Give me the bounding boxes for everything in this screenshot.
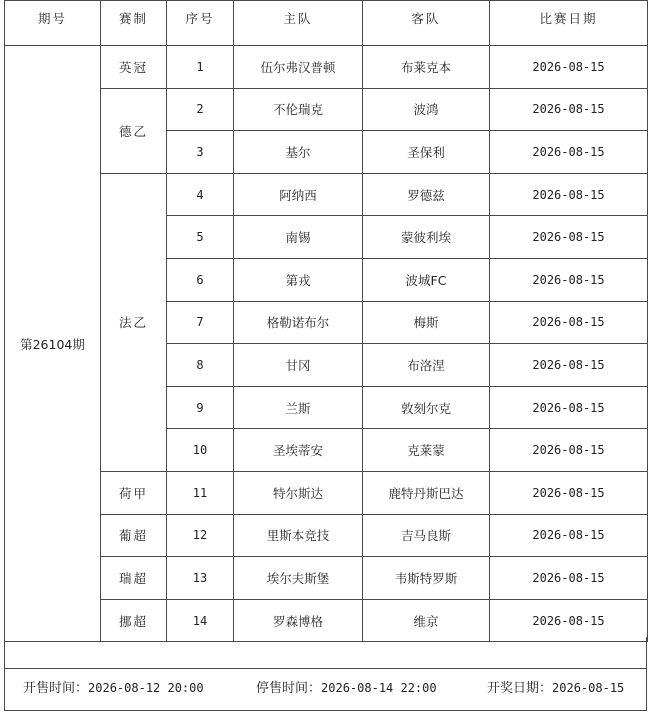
match-date: 2026-08-15 bbox=[490, 173, 648, 216]
home-team: 基尔 bbox=[234, 131, 363, 174]
match-no: 1 bbox=[167, 46, 234, 89]
away-team: 克莱蒙 bbox=[363, 429, 490, 472]
match-date: 2026-08-15 bbox=[490, 88, 648, 131]
sale-start-value: 2026-08-12 20:00 bbox=[88, 681, 204, 695]
match-no: 12 bbox=[167, 514, 234, 557]
sale-info-footer bbox=[4, 669, 647, 711]
home-team: 里斯本竞技 bbox=[234, 514, 363, 557]
match-no: 5 bbox=[167, 216, 234, 259]
table-row bbox=[5, 514, 648, 557]
match-date: 2026-08-15 bbox=[490, 258, 648, 301]
match-date: 2026-08-15 bbox=[490, 344, 648, 387]
away-team: 维京 bbox=[363, 599, 490, 642]
home-team: 埃尔夫斯堡 bbox=[234, 557, 363, 600]
match-date: 2026-08-15 bbox=[490, 429, 648, 472]
header-home: 主队 bbox=[234, 1, 363, 46]
match-date: 2026-08-15 bbox=[490, 471, 648, 514]
match-date: 2026-08-15 bbox=[490, 301, 648, 344]
table-row bbox=[5, 599, 648, 642]
match-no: 14 bbox=[167, 599, 234, 642]
away-team: 敦刻尔克 bbox=[363, 386, 490, 429]
match-date: 2026-08-15 bbox=[490, 386, 648, 429]
away-team: 蒙彼利埃 bbox=[363, 216, 490, 259]
draw-date-info bbox=[487, 677, 624, 696]
home-team: 甘冈 bbox=[234, 344, 363, 387]
table-row bbox=[5, 557, 648, 600]
home-team: 阿纳西 bbox=[234, 173, 363, 216]
home-team: 格勒诺布尔 bbox=[234, 301, 363, 344]
away-team: 吉马良斯 bbox=[363, 514, 490, 557]
home-team: 南锡 bbox=[234, 216, 363, 259]
table-row bbox=[5, 173, 648, 216]
away-team: 韦斯特罗斯 bbox=[363, 557, 490, 600]
match-date: 2026-08-15 bbox=[490, 599, 648, 642]
lottery-schedule-sheet bbox=[4, 0, 647, 711]
match-date: 2026-08-15 bbox=[490, 46, 648, 89]
match-date: 2026-08-15 bbox=[490, 514, 648, 557]
away-team: 圣保利 bbox=[363, 131, 490, 174]
match-date: 2026-08-15 bbox=[490, 557, 648, 600]
league-cell: 法乙 bbox=[101, 173, 167, 471]
home-team: 圣埃蒂安 bbox=[234, 429, 363, 472]
away-team: 布洛涅 bbox=[363, 344, 490, 387]
table-row bbox=[5, 471, 648, 514]
table-row bbox=[5, 88, 648, 131]
away-team: 波鸿 bbox=[363, 88, 490, 131]
match-no: 6 bbox=[167, 258, 234, 301]
away-team: 鹿特丹斯巴达 bbox=[363, 471, 490, 514]
header-away: 客队 bbox=[363, 1, 490, 46]
away-team: 波城FC bbox=[363, 258, 490, 301]
table-header-row bbox=[5, 1, 648, 46]
home-team: 第戎 bbox=[234, 258, 363, 301]
league-cell: 荷甲 bbox=[101, 471, 167, 514]
sale-start-info bbox=[23, 677, 204, 696]
match-no: 7 bbox=[167, 301, 234, 344]
issue-cell: 第26104期 bbox=[5, 46, 101, 642]
sale-stop-label: 停售时间： bbox=[256, 681, 322, 696]
away-team: 罗德兹 bbox=[363, 173, 490, 216]
league-cell: 挪超 bbox=[101, 599, 167, 642]
away-team: 梅斯 bbox=[363, 301, 490, 344]
header-league: 赛制 bbox=[101, 1, 167, 46]
away-team: 布莱克本 bbox=[363, 46, 490, 89]
header-issue: 期号 bbox=[5, 1, 101, 46]
header-date: 比赛日期 bbox=[490, 1, 648, 46]
match-no: 3 bbox=[167, 131, 234, 174]
sale-start-label: 开售时间： bbox=[23, 681, 89, 696]
match-no: 13 bbox=[167, 557, 234, 600]
match-date: 2026-08-15 bbox=[490, 216, 648, 259]
league-cell: 德乙 bbox=[101, 88, 167, 173]
match-no: 9 bbox=[167, 386, 234, 429]
home-team: 特尔斯达 bbox=[234, 471, 363, 514]
league-cell: 瑞超 bbox=[101, 557, 167, 600]
home-team: 不伦瑞克 bbox=[234, 88, 363, 131]
draw-date-value: 2026-08-15 bbox=[552, 681, 625, 695]
header-no: 序号 bbox=[167, 1, 234, 46]
match-no: 8 bbox=[167, 344, 234, 387]
match-no: 10 bbox=[167, 429, 234, 472]
draw-date-label: 开奖日期： bbox=[487, 681, 553, 696]
match-no: 2 bbox=[167, 88, 234, 131]
sale-stop-info bbox=[256, 677, 437, 696]
league-cell: 葡超 bbox=[101, 514, 167, 557]
match-no: 4 bbox=[167, 173, 234, 216]
home-team: 兰斯 bbox=[234, 386, 363, 429]
sale-stop-value: 2026-08-14 22:00 bbox=[321, 681, 437, 695]
league-cell: 英冠 bbox=[101, 46, 167, 89]
match-date: 2026-08-15 bbox=[490, 131, 648, 174]
match-no: 11 bbox=[167, 471, 234, 514]
blank-spacer-row bbox=[4, 637, 647, 669]
home-team: 伍尔弗汉普顿 bbox=[234, 46, 363, 89]
match-schedule-table bbox=[4, 0, 648, 642]
table-row bbox=[5, 46, 648, 89]
home-team: 罗森博格 bbox=[234, 599, 363, 642]
